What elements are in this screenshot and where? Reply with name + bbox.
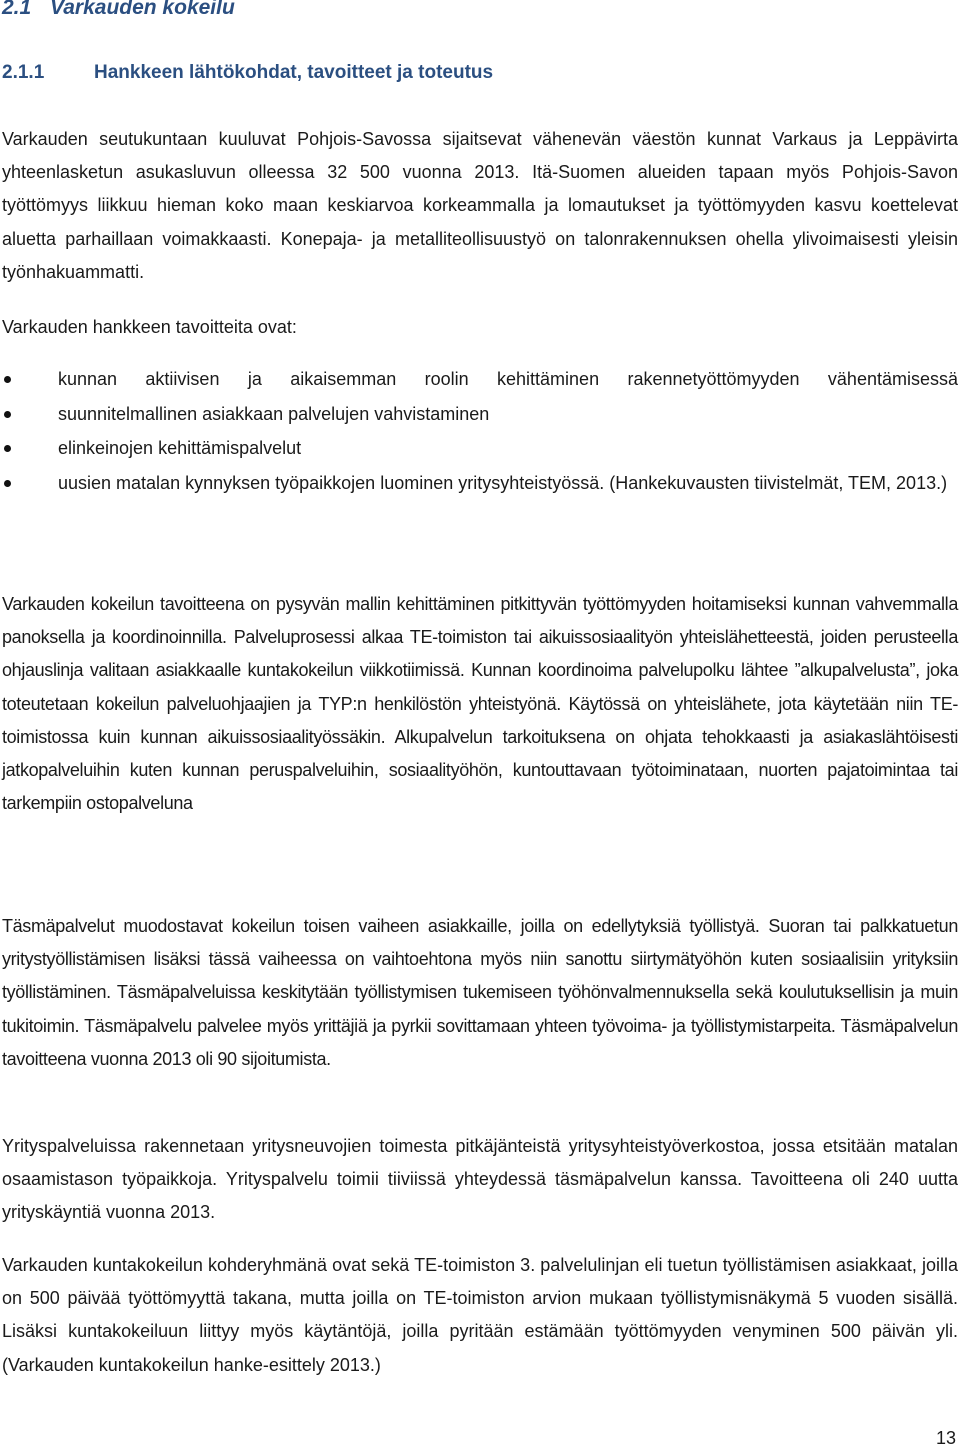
goals-intro: Varkauden hankkeen tavoitteita ovat: xyxy=(2,317,297,337)
bullet-icon xyxy=(4,445,11,452)
paragraph-kohderyhma: Varkauden kuntakokeilun kohderyhmänä ovat sekä TE-toimiston 3. palvelulinjan eli tuetun työllistämisen asiakkaat, joilla on 500 päivää työttömyyttä takana, mutta joilla on TE-toimiston arvion mukaan työllistymisnäkymä 5 vuoden sisällä. Lisäksi kuntakokeiluun liittyy myös käytäntöjä, joilla pyritään estämään työttömyyden venyminen 500 päivän yli. (Varkauden kuntakokeilun hanke-esittely 2013.) xyxy=(2,1255,958,1375)
page-number: 13 xyxy=(935,1428,956,1448)
list-item xyxy=(2,431,958,466)
paragraph-kokeilun-tavoite: Varkauden kokeilun tavoitteena on pysyvän mallin kehittäminen pitkittyvän työttömyyden hoitamiseksi kunnan vahvemmalla panoksella ja koordinoinnilla. Palveluprosessi alkaa TE-toimiston tai aikuissosiaalityön yhteislähetteestä, joiden perusteella ohjauslinja valitaan asiakkaalle kuntakokeilun viikkotiimissä. Kunnan koordinoima palvelupolku lähtee ”alkupalvelusta”, joka toteutetaan kokeilun palveluohjaajien ja TYP:n henkilöstön yhteistyönä. Käytössä on yhteislähete, jota käytetään niin TE-toimistossa kuin kunnan aikuissosiaalityössäkin. Alkupalvelun tarkoituksena on ohjata tehokkaasti ja asiakaslähtöisesti jatkopalveluihin kuten kunnan peruspalveluihin, sosiaalityöhön, kuntouttavaan työtoiminataan, nuorten pajatoimintaa tai tarkempiin ostopalveluna xyxy=(2,594,958,814)
paragraph-yrityspalvelut: Yrityspalveluissa rakennetaan yritysneuvojien toimesta pitkäjänteistä yritysyhteistyöverkostoa, jossa etsitään matalan osaamistason työpaikkoja. Yrityspalvelu toimii tiiviissä yhteydessä täsmäpalvelun kanssa. Tavoitteena oli 240 uutta yrityskäyntiä vuonna 2013. xyxy=(2,1136,958,1223)
subsection-number: 2.1.1 xyxy=(2,62,45,83)
list-item xyxy=(2,362,958,397)
section-title: Varkauden kokeilu xyxy=(50,0,235,19)
list-item-text: uusien matalan kynnyksen työpaikkojen luominen yritysyhteistyössä. (Hankekuvausten tiivistelmät, TEM, 2013.) xyxy=(58,472,948,493)
list-item-text: elinkeinojen kehittämispalvelut xyxy=(58,438,302,458)
intro-paragraph: Varkauden seutukuntaan kuuluvat Pohjois-Savossa sijaitsevat vähenevän väestön kunnat Varkaus ja Leppävirta yhteenlasketun asukasluvun olleessa 32 500 vuonna 2013. Itä-Suomen alueiden tapaan myös Pohjois-Savon työttömyys liikkuu hieman koko maan keskiarvoa korkeammalla ja lomautukset ja työttömyyden kasvu koettelevat aluetta parhaillaan voimakkaasti. Konepaja- ja metalliteollisuustyö on talonrakennuksen ohella ylivoimaisesti yleisin työnhakuammatti. xyxy=(2,129,958,282)
list-item-text: suunnitelmallinen asiakkaan palvelujen vahvistaminen xyxy=(58,403,490,424)
goals-list xyxy=(2,362,958,500)
paragraph-tasmapalvelut: Täsmäpalvelut muodostavat kokeilun toisen vaiheen asiakkaille, joilla on edellytyksiä työllistyä. Suoran tai palkkatuetun yritystyöllistämisen lisäksi tässä vaiheessa on vaihtoehtona myös niin sanottu siirtymätyöhön kuten sosiaalisiin yrityksiin työllistäminen. Täsmäpalveluissa keskitytään työllistymisen tukemiseen työhönvalmennuksella sekä koulutuksellisin ja muin tukitoimin. Täsmäpalvelu palvelee myös yrittäjiä ja pyrkii sovittamaan yhteen työvoima- ja työllistymistarpeita. Täsmäpalvelun tavoitteena vuonna 2013 oli 90 sijoitumista. xyxy=(2,916,958,1069)
subsection-heading xyxy=(2,62,493,84)
section-heading xyxy=(2,0,235,20)
list-item xyxy=(2,397,958,432)
bullet-icon xyxy=(4,411,11,418)
subsection-title: Hankkeen lähtökohdat, tavoitteet ja toteutus xyxy=(94,62,494,83)
list-item xyxy=(2,466,958,501)
section-number: 2.1 xyxy=(2,0,32,19)
bullet-icon xyxy=(4,376,11,383)
list-item-text: kunnan aktiivisen ja aikaisemman roolin kehittäminen rakennetyöttömyyden vähentämisessä xyxy=(58,369,958,389)
bullet-icon xyxy=(4,480,11,487)
